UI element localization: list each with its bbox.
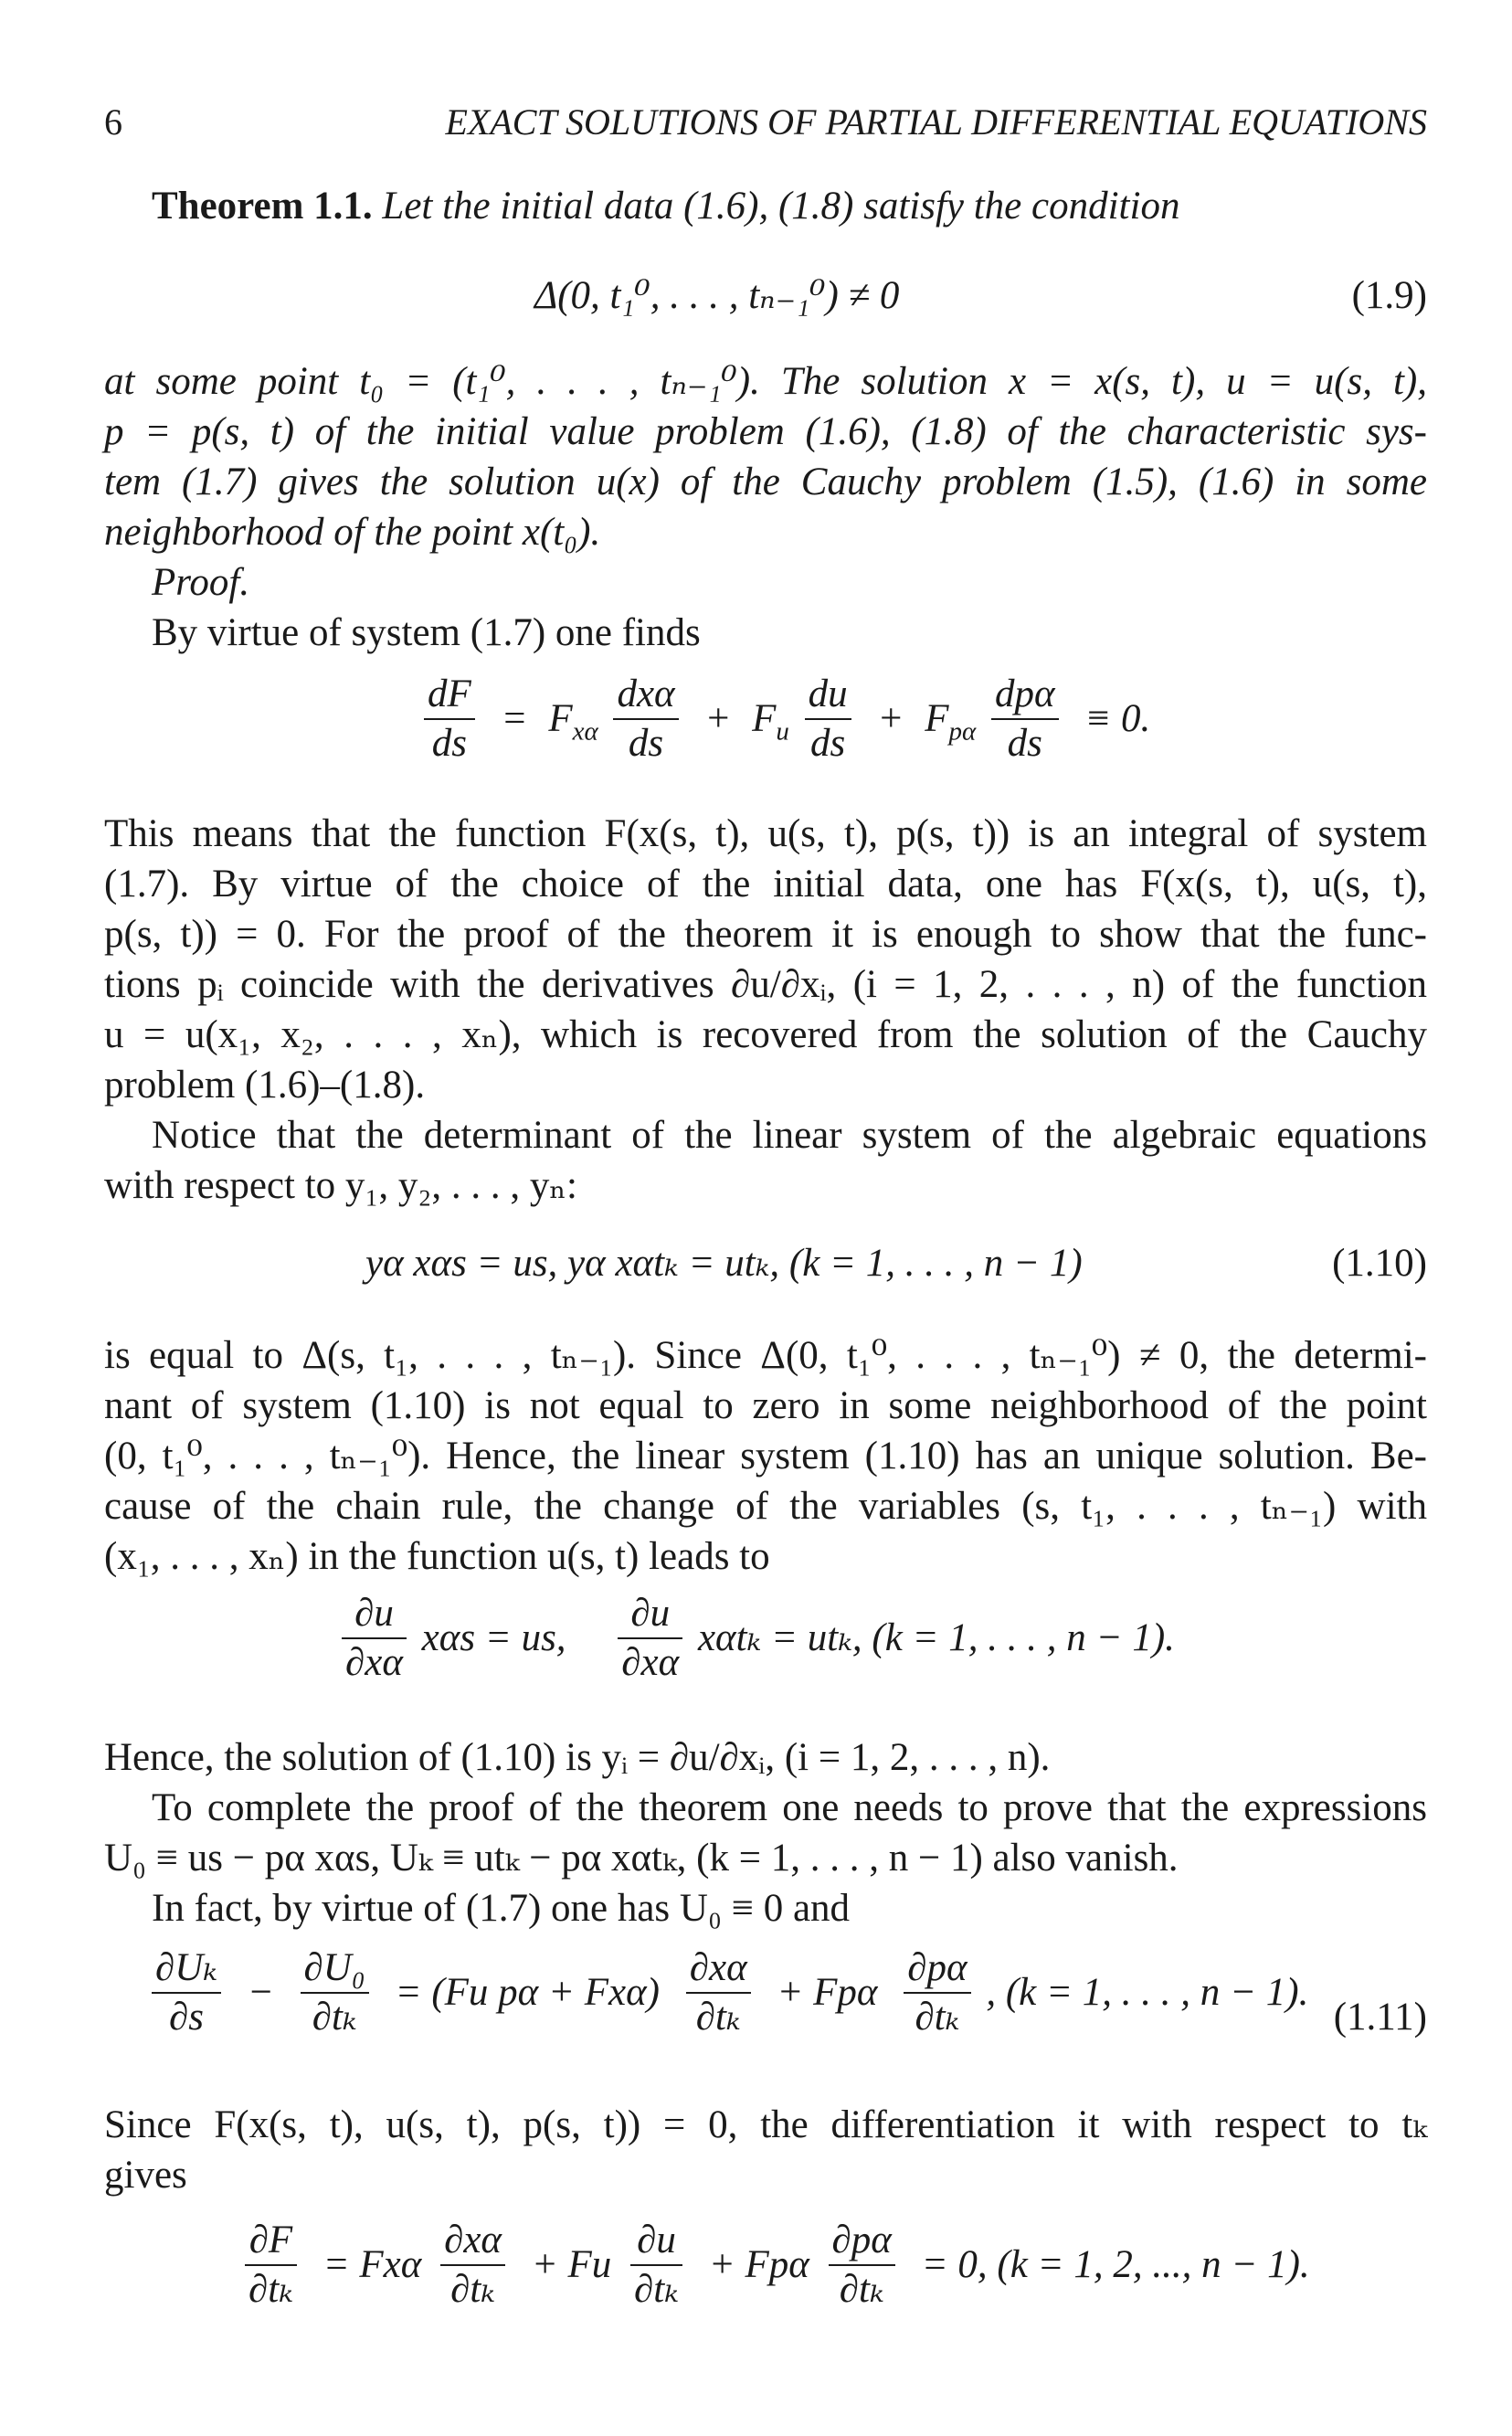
paragraph-2-line-1: This means that the function F(x(s, t), u(s, t), p(s, t)) is an integral of system [104, 812, 1427, 855]
fraction: $\frac{\partial u}{\text{∂tₖ}}$ [630, 2219, 682, 2312]
theorem-statement: Let the initial data (1.6), (1.8) satisfy the condition [382, 185, 1180, 228]
theorem-heading [152, 183, 1179, 230]
paragraph-8-line-1: Since F(x(s, t), u(s, t), p(s, t)) = 0, the differentiation it with respect to tₖ [104, 2103, 1427, 2146]
paragraph-3-line-2: with respect to y₁, y₂, . . . , yₙ: [104, 1164, 577, 1207]
paragraph-7: In fact, by virtue of (1.7) one has U₀ ≡ 0 and [152, 1887, 851, 1930]
paragraph-8-line-2: gives [104, 2154, 187, 2197]
equation-dF-ds: $\frac{dF}{ds}$ = $F_{x\alpha}$ $\frac{\text{dxα}}{ds}$ + $F_u$ $\frac{du}{ds}$ + $F_{p\alpha}$ $\frac{\text{dpα}}{ds}$ ≡ 0. [418, 673, 1161, 766]
proof-label: Proof. [152, 561, 250, 604]
paragraph-4-line-1: is equal to Δ(s, t₁, . . . , tₙ₋₁). Since Δ(0, t₁⁰, . . . , tₙ₋₁⁰) ≠ 0, the determi- [104, 1334, 1427, 1377]
paragraph-1: By virtue of system (1.7) one finds [152, 611, 701, 654]
fraction: $\frac{\text{dxα}}{ds}$ [613, 673, 678, 766]
equation-number-1-9: (1.9) [1351, 274, 1427, 317]
theorem-line-2: p = p(s, t) of the initial value problem (1.6), (1.8) of the characteristic sys- [104, 410, 1427, 453]
paragraph-2-line-6: problem (1.6)–(1.8). [104, 1064, 426, 1107]
theorem-line-4: neighborhood of the point x(t₀). [104, 511, 601, 554]
equation-1-10: yα xαs = us, yα xαtₖ = utₖ, (k = 1, . . . , n − 1) [365, 1242, 1083, 1285]
theorem-line-3: tem (1.7) gives the solution u(x) of the Cauchy problem (1.5), (1.6) in some [104, 461, 1427, 503]
equation-dF-dtk: $\frac{\partial F}{\text{∂tₖ}}$ = Fxα $\frac{\partial x\alpha}{\text{∂tₖ}}$ + Fu $\frac{\partial u}{\text{∂tₖ}}$ + Fpα $\frac{\partial p\alpha}{\text{∂tₖ}}$ = 0, (k = 1, 2, ..., n − 1). [239, 2219, 1321, 2312]
paragraph-3-line-1: Notice that the determinant of the linear system of the algebraic equations [152, 1114, 1427, 1157]
fraction: $\frac{\partial x\alpha}{\text{∂tₖ}}$ [440, 2219, 505, 2312]
paragraph-2-line-2: (1.7). By virtue of the choice of the initial data, one has F(x(s, t), u(s, t), [104, 863, 1427, 906]
paragraph-6-line-2: U₀ ≡ us − pα xαs, Uₖ ≡ utₖ − pα xαtₖ, (k = 1, . . . , n − 1) also vanish. [104, 1837, 1179, 1880]
paragraph-4-line-5: (x₁, . . . , xₙ) in the function u(s, t) leads to [104, 1535, 770, 1578]
paragraph-2-line-3: p(s, t)) = 0. For the proof of the theorem it is enough to show that the func- [104, 913, 1427, 956]
fraction: $\frac{\text{∂U₀}}{\text{∂tₖ}}$ [301, 1946, 369, 2039]
running-title: EXACT SOLUTIONS OF PARTIAL DIFFERENTIAL EQUATIONS [445, 101, 1427, 143]
theorem-label: Theorem 1.1. [152, 185, 373, 228]
paragraph-4-line-2: nant of system (1.10) is not equal to zero in some neighborhood of the point [104, 1384, 1427, 1427]
fraction: $\frac{du}{ds}$ [805, 673, 851, 766]
fraction: $\frac{\text{dpα}}{ds}$ [991, 673, 1059, 766]
equation-number-1-11: (1.11) [1333, 1996, 1427, 2039]
fraction: $\frac{\text{∂Uₖ}}{\partial s}$ [152, 1946, 221, 2039]
fraction: $\frac{dF}{ds}$ [424, 673, 475, 766]
fraction: $\frac{\partial p\alpha}{\text{∂tₖ}}$ [904, 1946, 970, 2039]
fraction: $\frac{\partial p\alpha}{\text{∂tₖ}}$ [829, 2219, 895, 2312]
fraction: $\frac{\partial x\alpha}{\text{∂tₖ}}$ [686, 1946, 751, 2039]
fraction: $\frac{\partial u}{\partial x\alpha}$ [342, 1592, 407, 1685]
equation-number-1-10: (1.10) [1332, 1242, 1427, 1285]
fraction: $\frac{\partial F}{\text{∂tₖ}}$ [245, 2219, 297, 2312]
equation-1-11: $\frac{\text{∂Uₖ}}{\partial s}$ − $\frac{\text{∂U₀}}{\text{∂tₖ}}$ = (Fu pα + Fxα) $\frac{\partial x\alpha}{\text{∂tₖ}}$ + Fpα $\frac{\partial p\alpha}{\text{∂tₖ}}$ , (k = 1, . . . , n − 1). [146, 1946, 1308, 2039]
equation-chain-rule: $\frac{\partial u}{\partial x\alpha}$ xαs = us, $\frac{\partial u}{\partial x\alpha}$ xαtₖ = utₖ, (k = 1, . . . , n − 1). [336, 1592, 1175, 1685]
equation-1-9: Δ(0, t₁⁰, . . . , tₙ₋₁⁰) ≠ 0 [534, 274, 900, 317]
fraction: $\frac{\partial u}{\partial x\alpha}$ [618, 1592, 682, 1685]
theorem-line-1: at some point t₀ = (t₁⁰, . . . , tₙ₋₁⁰). The solution x = x(s, t), u = u(s, t), [104, 360, 1427, 403]
page-number: 6 [104, 101, 122, 143]
paragraph-4-line-4: cause of the chain rule, the change of the variables (s, t₁, . . . , tₙ₋₁) with [104, 1485, 1427, 1528]
paragraph-2-line-5: u = u(x₁, x₂, . . . , xₙ), which is recovered from the solution of the Cauchy [104, 1013, 1427, 1056]
paragraph-6-line-1: To complete the proof of the theorem one needs to prove that the expressions [152, 1786, 1427, 1829]
paragraph-2-line-4: tions pᵢ coincide with the derivatives ∂u/∂xᵢ, (i = 1, 2, . . . , n) of the function [104, 963, 1427, 1006]
paragraph-5: Hence, the solution of (1.10) is yᵢ = ∂u/∂xᵢ, (i = 1, 2, . . . , n). [104, 1736, 1051, 1779]
paragraph-4-line-3: (0, t₁⁰, . . . , tₙ₋₁⁰). Hence, the linear system (1.10) has an unique solution. Be- [104, 1435, 1427, 1477]
